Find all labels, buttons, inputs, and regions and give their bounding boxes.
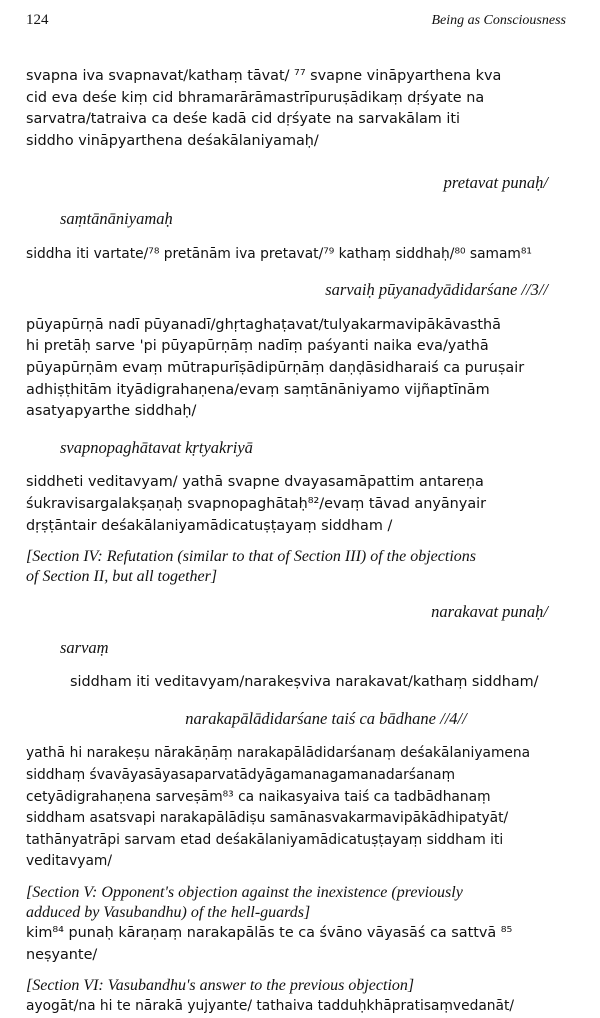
karika-verse: pretavat punaḥ/	[443, 173, 548, 193]
prose-paragraph	[26, 244, 566, 266]
text-line: kim⁸⁴ punaḥ kāraṇaṃ narakapālās te ca śvāno vāyasāś ca sattvā ⁸⁵	[26, 925, 513, 942]
text-line: pūyapūrṇā nadī pūyanadī/ghṛtaghaṭavat/tulyakarmavipākāvasthā	[26, 316, 501, 333]
page-number: 124	[26, 12, 49, 28]
section-heading-line: [Section IV: Refutation (similar to that of Section III) of the objections	[26, 548, 476, 566]
running-head: Being as Consciousness	[431, 13, 566, 28]
prose-paragraph	[26, 672, 566, 694]
prose-paragraph	[26, 923, 566, 966]
text-line: sarvatra/tatraiva ca deśe kadā cid dṛśyate na sarvakālam iti	[26, 111, 461, 128]
text-line: tathānyatrāpi sarvam etad deśakālaniyamādicatuṣṭayaṃ siddham iti	[26, 831, 504, 848]
prose-paragraph	[26, 996, 566, 1018]
text-line: siddho vināpyarthena deśakālaniyamaḥ/	[26, 132, 319, 149]
prose-paragraph	[26, 743, 566, 873]
text-line: adhiṣṭhitām ityādigrahaṇena/evaṃ saṃtānāniyamo vijñaptīnām	[26, 381, 490, 398]
text-line: siddhaṃ śvavāyasāyasaparvatādyāgamanagamanadarśanaṃ	[26, 767, 456, 784]
section-heading-line: adduced by Vasubandhu) of the hell-guards]	[26, 904, 311, 922]
text-line: siddham iti veditavyam/narakeṣviva narakavat/kathaṃ siddham/	[70, 674, 539, 691]
karika-verse: svapnopaghātavat kṛtyakriyā	[60, 437, 253, 457]
section-heading	[26, 547, 566, 587]
text-line: cetyādigrahaṇena sarveṣām⁸³ ca naikasyaiva taiś ca tadbādhanaṃ	[26, 788, 491, 805]
text-line: ayogāt/na hi te nārakā yujyante/ tathaiva tadduḥkhāpratisaṃvedanāt/	[26, 998, 515, 1015]
text-line: neṣyante/	[26, 946, 98, 963]
prose-paragraph	[26, 315, 566, 423]
page-header	[26, 12, 566, 42]
text-line: veditavyam/	[26, 853, 112, 870]
section-heading-line: of Section II, but all together]	[26, 568, 218, 586]
text-line: śukravisargalakṣaṇaḥ svapnopaghātaḥ⁸²/evaṃ tāvad anyānyair	[26, 495, 487, 512]
section-heading-line: [Section VI: Vasubandhu's answer to the previous objection]	[26, 977, 415, 995]
text-line: yathā hi narakeṣu nārakāṇāṃ narakapālādidarśanaṃ deśakālaniyamena	[26, 745, 531, 762]
karika-verse: saṃtānāniyamaḥ	[60, 208, 173, 228]
text-line: hi pretāḥ sarve 'pi pūyapūrṇāṃ nadīṃ paśyanti naika eva/yathā	[26, 338, 489, 355]
text-line: siddha iti vartate/⁷⁸ pretānām iva pretavat/⁷⁹ kathaṃ siddhaḥ/⁸⁰ samam⁸¹	[26, 245, 532, 262]
text-line: svapna iva svapnavat/kathaṃ tāvat/ ⁷⁷ svapne vināpyarthena kva	[26, 68, 502, 84]
section-heading	[26, 883, 566, 923]
text-line: siddheti veditavyam/ yathā svapne dvayasamāpattim antareṇa	[26, 474, 484, 491]
karika-verse: narakavat punaḥ/	[431, 602, 548, 622]
prose-paragraph	[26, 66, 566, 152]
prose-paragraph	[26, 472, 566, 537]
text-line: cid eva deśe kiṃ cid bhramarārāmastrīpuruṣādikaṃ dṛśyate na	[26, 89, 485, 106]
karika-verse: sarvaiḥ pūyanadyādidarśane //3//	[325, 280, 548, 300]
text-line: dṛṣṭāntair deśakālaniyamādicatuṣṭayaṃ siddham /	[26, 517, 393, 534]
page-body	[26, 66, 566, 1018]
section-heading-line: [Section V: Opponent's objection against the inexistence (previously	[26, 884, 463, 902]
text-line: asatyapyarthe siddhaḥ/	[26, 403, 197, 420]
karika-verse: sarvaṃ	[60, 637, 109, 657]
text-line: pūyapūrṇām evaṃ mūtrapurīṣādipūrṇāṃ daṇḍāsidharaiś ca puruṣair	[26, 359, 525, 376]
karika-verse: narakapālādidarśane taiś ca bādhane //4//	[185, 708, 467, 728]
section-heading	[26, 976, 566, 996]
text-line: siddham asatsvapi narakapālādiṣu samānasvakarmavipākādhipatyāt/	[26, 810, 509, 827]
